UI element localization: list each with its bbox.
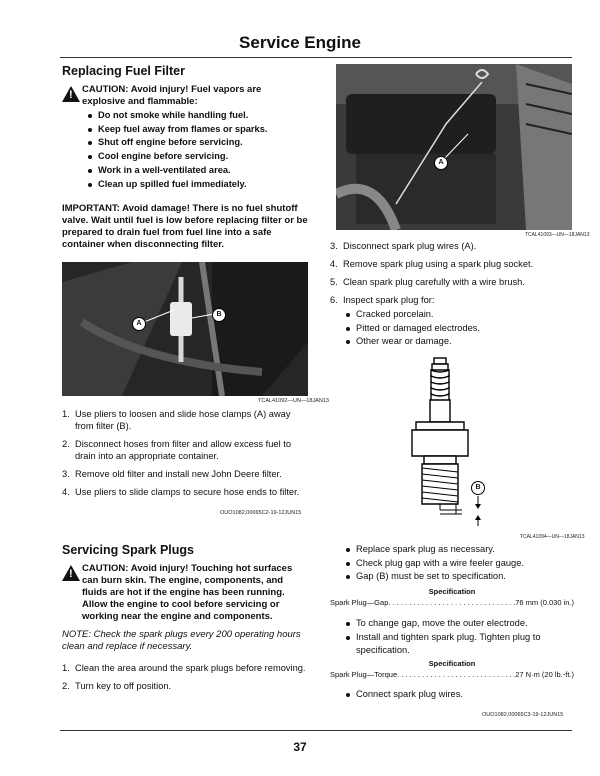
reference-code: OUO1082,00065C3-19-12JUN15 [482,712,564,718]
list-item: Cracked porcelain. [344,308,574,322]
fuel-caution: CAUTION: Avoid injury! Fuel vapors are explosive and flammable: [82,84,262,107]
callout-a: A [132,317,146,331]
list-item: 3. Disconnect spark plug wires (A). [330,241,477,251]
spark-steps-left [62,662,310,692]
warning-icon: ! [62,86,80,102]
header-rule [60,57,572,58]
photo-code: TCAL41092—UN—18JAN13 [258,398,329,404]
callout-b: B [471,481,485,495]
photo-code: TCAL41094—UN—18JAN13 [520,534,585,540]
section-heading-fuel-filter: Replacing Fuel Filter [62,64,185,78]
list-item: Shut off engine before servicing. [86,136,306,150]
list-item: Check plug gap with a wire feeler gauge. [344,557,574,571]
list-item: Pitted or damaged electrodes. [344,322,574,336]
list-item: Connect spark plug wires. [344,688,574,702]
section-heading-spark-plugs: Servicing Spark Plugs [62,543,194,557]
spark-caution: CAUTION: Avoid injury! Touching hot surfaces can burn skin. The engine, components, and fluids are hot if the engine has been running. Allow the engine to cool before servicing or working near the engine and components. [82,563,293,622]
fuel-filter-illustration [62,262,308,396]
page-title: Service Engine [239,33,361,52]
list-item: 3. Remove old filter and install new John Deere filter. [62,469,282,479]
spark-steps-right [330,240,574,306]
list-item: Cool engine before servicing. [86,150,306,164]
spark-note: NOTE: Check the spark plugs every 200 operating hours clean and replace if necessary. [62,629,301,652]
list-item: 6. Inspect spark plug for: [330,295,435,305]
list-item: Other wear or damage. [344,335,574,349]
spark-plug-diagram [398,356,528,526]
list-item: 2. Disconnect hoses from filter and allow excess fuel to drain into an appropriate container. [62,439,291,461]
list-item: 4. Remove spark plug using a spark plug socket. [330,259,534,269]
spec-heading: Specification [428,587,476,596]
engine-illustration [336,64,572,230]
list-item: 4. Use pliers to slide clamps to secure hose ends to filter. [62,487,300,497]
inspect-list [344,308,574,349]
spec-row-torque: Spark Plug—Torque . . . 27 N·m (20 lb.-ft.) [330,670,574,679]
list-item: Work in a well-ventilated area. [86,164,306,178]
install-list [344,617,574,658]
callout-a: A [434,156,448,170]
list-item: 1. Clean the area around the spark plugs before removing. [62,663,306,673]
spark-plug-illustration [398,356,528,526]
list-item: Keep fuel away from flames or sparks. [86,123,306,137]
fuel-safety-list [86,109,306,191]
spec-heading: Specification [428,659,476,668]
list-item: 1. Use pliers to loosen and slide hose clamps (A) away from filter (B). [62,409,291,431]
list-item: 5. Clean spark plug carefully with a wire brush. [330,277,525,287]
list-item: Clean up spilled fuel immediately. [86,178,306,192]
spec-row-gap: Spark Plug—Gap . . . 76 mm (0.030 in.) [330,598,574,607]
list-item: Install and tighten spark plug. Tighten plug to specification. [344,631,574,658]
list-item: Replace spark plug as necessary. [344,543,574,557]
engine-photo [336,64,572,230]
photo-code: TCAL41093—UN—18JAN13 [525,232,590,238]
list-item: To change gap, move the outer electrode. [344,617,574,631]
list-item: 2. Turn key to off position. [62,681,172,691]
fuel-filter-steps [62,408,310,498]
footer-rule [60,730,572,731]
list-item: Gap (B) must be set to specification. [344,570,574,584]
list-item: Do not smoke while handling fuel. [86,109,306,123]
warning-icon: ! [62,565,80,581]
important-notice: IMPORTANT: Avoid damage! There is no fuel shutoff valve. Wait until fuel is low before replacing filter or be prepared to drain fuel from fuel line into a safe container when disconnecting filter. [62,203,308,250]
gap-list [344,543,574,584]
page-number: 37 [293,740,307,754]
reference-code: OUO1082,00065C2-19-12JUN15 [220,510,302,516]
final-list [344,688,574,702]
fuel-filter-photo [62,262,308,396]
callout-b: B [212,308,226,322]
